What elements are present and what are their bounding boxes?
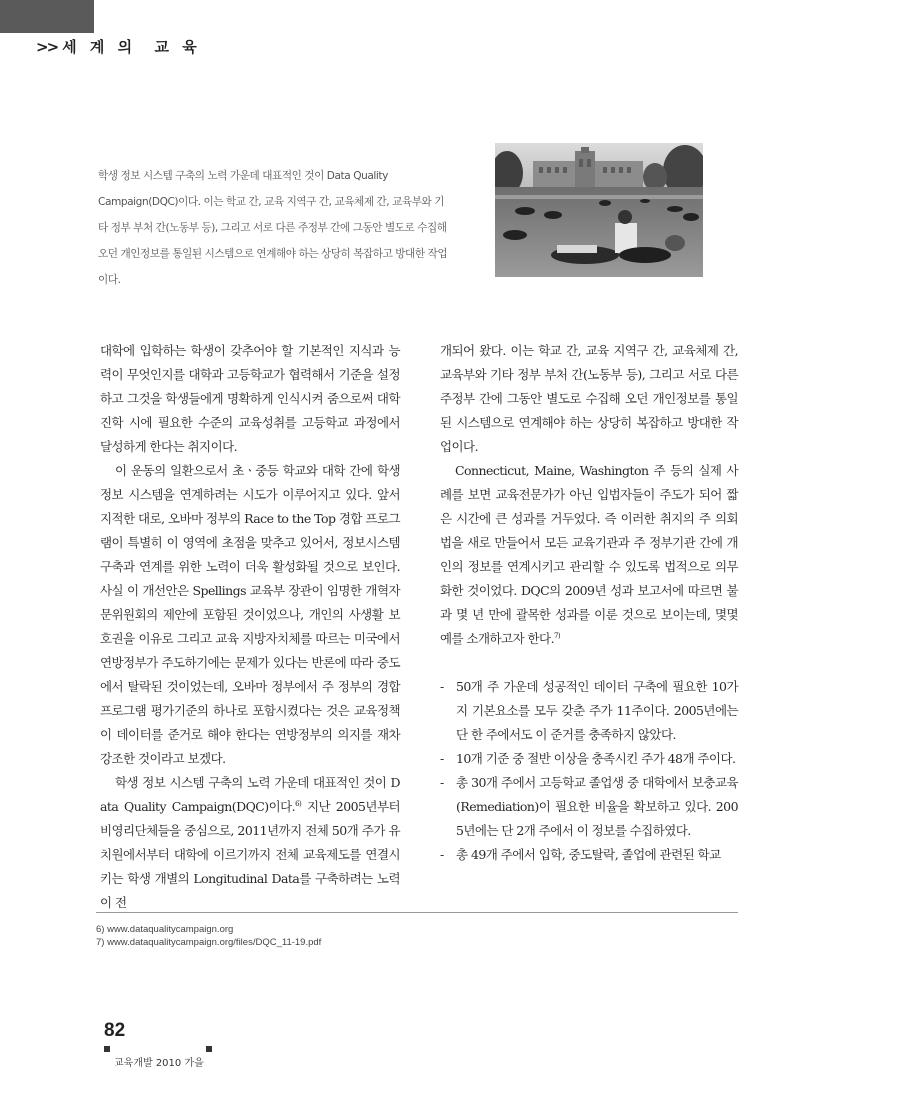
list-item-text: 10개 기준 중 절반 이상을 충족시킨 주가 48개 주이다. bbox=[456, 751, 736, 766]
body-paragraph: 이 운동의 일환으로서 초ㆍ중등 학교와 대학 간에 학생정보 시스템을 연계하려는 시도가 이루어지고 있다. 앞서 지적한 대로, 오바마 정부의 Race to the Top 경합 프로그램이 특별히 이 영역에 초점을 맞추고 있어서, 정보시스템 구축과 연계를 위한 노력이 더욱 활성화될 것으로 보인다. 사실 이 개선안은 Spellings 교육부 장관이 임명한 개혁자문위원회의 제안에 포함된 것이었으나, 개인의 사생활 보호권을 이유로 그리고 교육 지방자치체를 따르는 미국에서 연방정부가 주도하기에는 문제가 있다는 반론에 따라 중도에서 탈락된 것이었는데, 오바마 정부에서 주 정부의 경합 프로그램 평가기준의 하나로 포함시켰다는 것은 교육정책이 데이터를 준거로 해야 한다는 연방정부의 의지를 재차 강조한 것이라고 보겠다. bbox=[100, 463, 400, 766]
list-item bbox=[440, 747, 738, 771]
body-text: Connecticut, Maine, Washington 주 등의 실제 사례를 보면 교육전문가가 아닌 입법자들이 주도가 되어 짧은 시간에 큰 성과를 거두었다. 즉 이러한 취지의 주 의회법을 새로 만들어서 모든 교육기관과 주 정부기관 간에 개인의 정보를 연계시키고 관리할 수 있도록 법적으로 의무화한 것이었다. DQC의 2009년 성과 보고서에 따르면 불과 몇 년 만에 괄목한 성과를 이룬 것으로 보이는데, 몇몇 예를 소개하고자 한다. bbox=[440, 463, 738, 646]
campus-lawn-photo bbox=[495, 143, 703, 277]
body-column-left bbox=[100, 339, 400, 915]
magazine-title: 교육개발 2010 가을 bbox=[114, 1058, 204, 1069]
photo-caption: 학생 정보 시스템 구축의 노력 가운데 대표적인 것이 Data Quality Campaign(DQC)이다. 이는 학교 간, 교육 지역구 간, 교육체제 간, 교육부와 기타 정부 부처 간(노동부 등), 그리고 서로 다른 주정부 간에 그동안 별도로 수집해 오던 개인정보를 통일된 시스템으로 연계해야 하는 상당히 복잡하고 방대한 작업이다. bbox=[98, 170, 448, 286]
footnote-6: 6) www.dataqualitycampaign.org bbox=[96, 924, 234, 935]
header-corner-block bbox=[0, 0, 94, 33]
list-dash: - bbox=[440, 775, 444, 790]
footnote-7: 7) www.dataqualitycampaign.org/files/DQC_11-19.pdf bbox=[96, 937, 322, 948]
list-dash: - bbox=[440, 751, 444, 766]
body-text: 학생 정보 시스템 구축의 노력 가운데 대표적인 것이 Data Quality Campaign(DQC)이다. bbox=[100, 775, 400, 814]
list-item bbox=[440, 771, 738, 843]
double-chevron-right-icon: >> bbox=[36, 37, 58, 56]
section-title: 세 계 의 교 육 bbox=[62, 38, 201, 56]
list-item-text: 총 30개 주에서 고등학교 졸업생 중 대학에서 보충교육(Remediation)이 필요한 비율을 확보하고 있다. 2005년에는 단 2개 주에서 이 정보를 수집하였다. bbox=[456, 775, 738, 838]
footnotes bbox=[96, 923, 321, 949]
findings-list bbox=[440, 675, 738, 867]
list-dash: - bbox=[440, 679, 444, 694]
section-header bbox=[36, 36, 201, 57]
list-item-text: 50개 주 가운데 성공적인 데이터 구축에 필요한 10가지 기본요소를 모두 갖춘 주가 11주이다. 2005년에는 단 한 주에서도 이 준거를 충족하지 않았다. bbox=[456, 679, 738, 742]
body-paragraph: 개되어 왔다. 이는 학교 간, 교육 지역구 간, 교육체제 간, 교육부와 기타 정부 부처 간(노동부 등), 그리고 서로 다른 주정부 간에 그동안 별도로 수집해 오던 개인정보를 통일된 시스템으로 연계해야 하는 상당히 복잡하고 방대한 작업이다. bbox=[440, 343, 738, 454]
square-bullet-icon bbox=[104, 1046, 110, 1052]
magazine-footer bbox=[104, 1046, 212, 1069]
body-paragraph bbox=[440, 459, 738, 651]
footnote-divider bbox=[96, 912, 738, 913]
footnote-ref-6: 6) bbox=[295, 799, 302, 808]
list-dash: - bbox=[440, 847, 444, 862]
body-paragraph: 대학에 입학하는 학생이 갖추어야 할 기본적인 지식과 능력이 무엇인지를 대학과 고등학교가 협력해서 기준을 설정하고 그것을 학생들에게 명확하게 인식시켜 줌으로써 대학진학 시에 필요한 수준의 교육성취를 고등학교 과정에서 달성하게 한다는 취지이다. bbox=[100, 343, 400, 454]
list-item bbox=[440, 675, 738, 747]
body-column-right bbox=[440, 339, 738, 867]
body-text: 지난 2005년부터 비영리단체들을 중심으로, 2011년까지 전체 50개 주가 유치원에서부터 대학에 이르기까지 전체 교육제도를 연결시키는 학생 개별의 Longitudinal Data를 구축하려는 노력이 전 bbox=[100, 799, 400, 910]
list-item-text: 총 49개 주에서 입학, 중도탈락, 졸업에 관련된 학교 bbox=[456, 847, 721, 862]
footnote-ref-7: 7) bbox=[554, 631, 561, 640]
campus-photo bbox=[495, 143, 703, 277]
body-paragraph bbox=[100, 771, 400, 915]
list-item bbox=[440, 843, 738, 867]
page-number: 82 bbox=[104, 1020, 126, 1041]
square-bullet-icon bbox=[206, 1046, 212, 1052]
